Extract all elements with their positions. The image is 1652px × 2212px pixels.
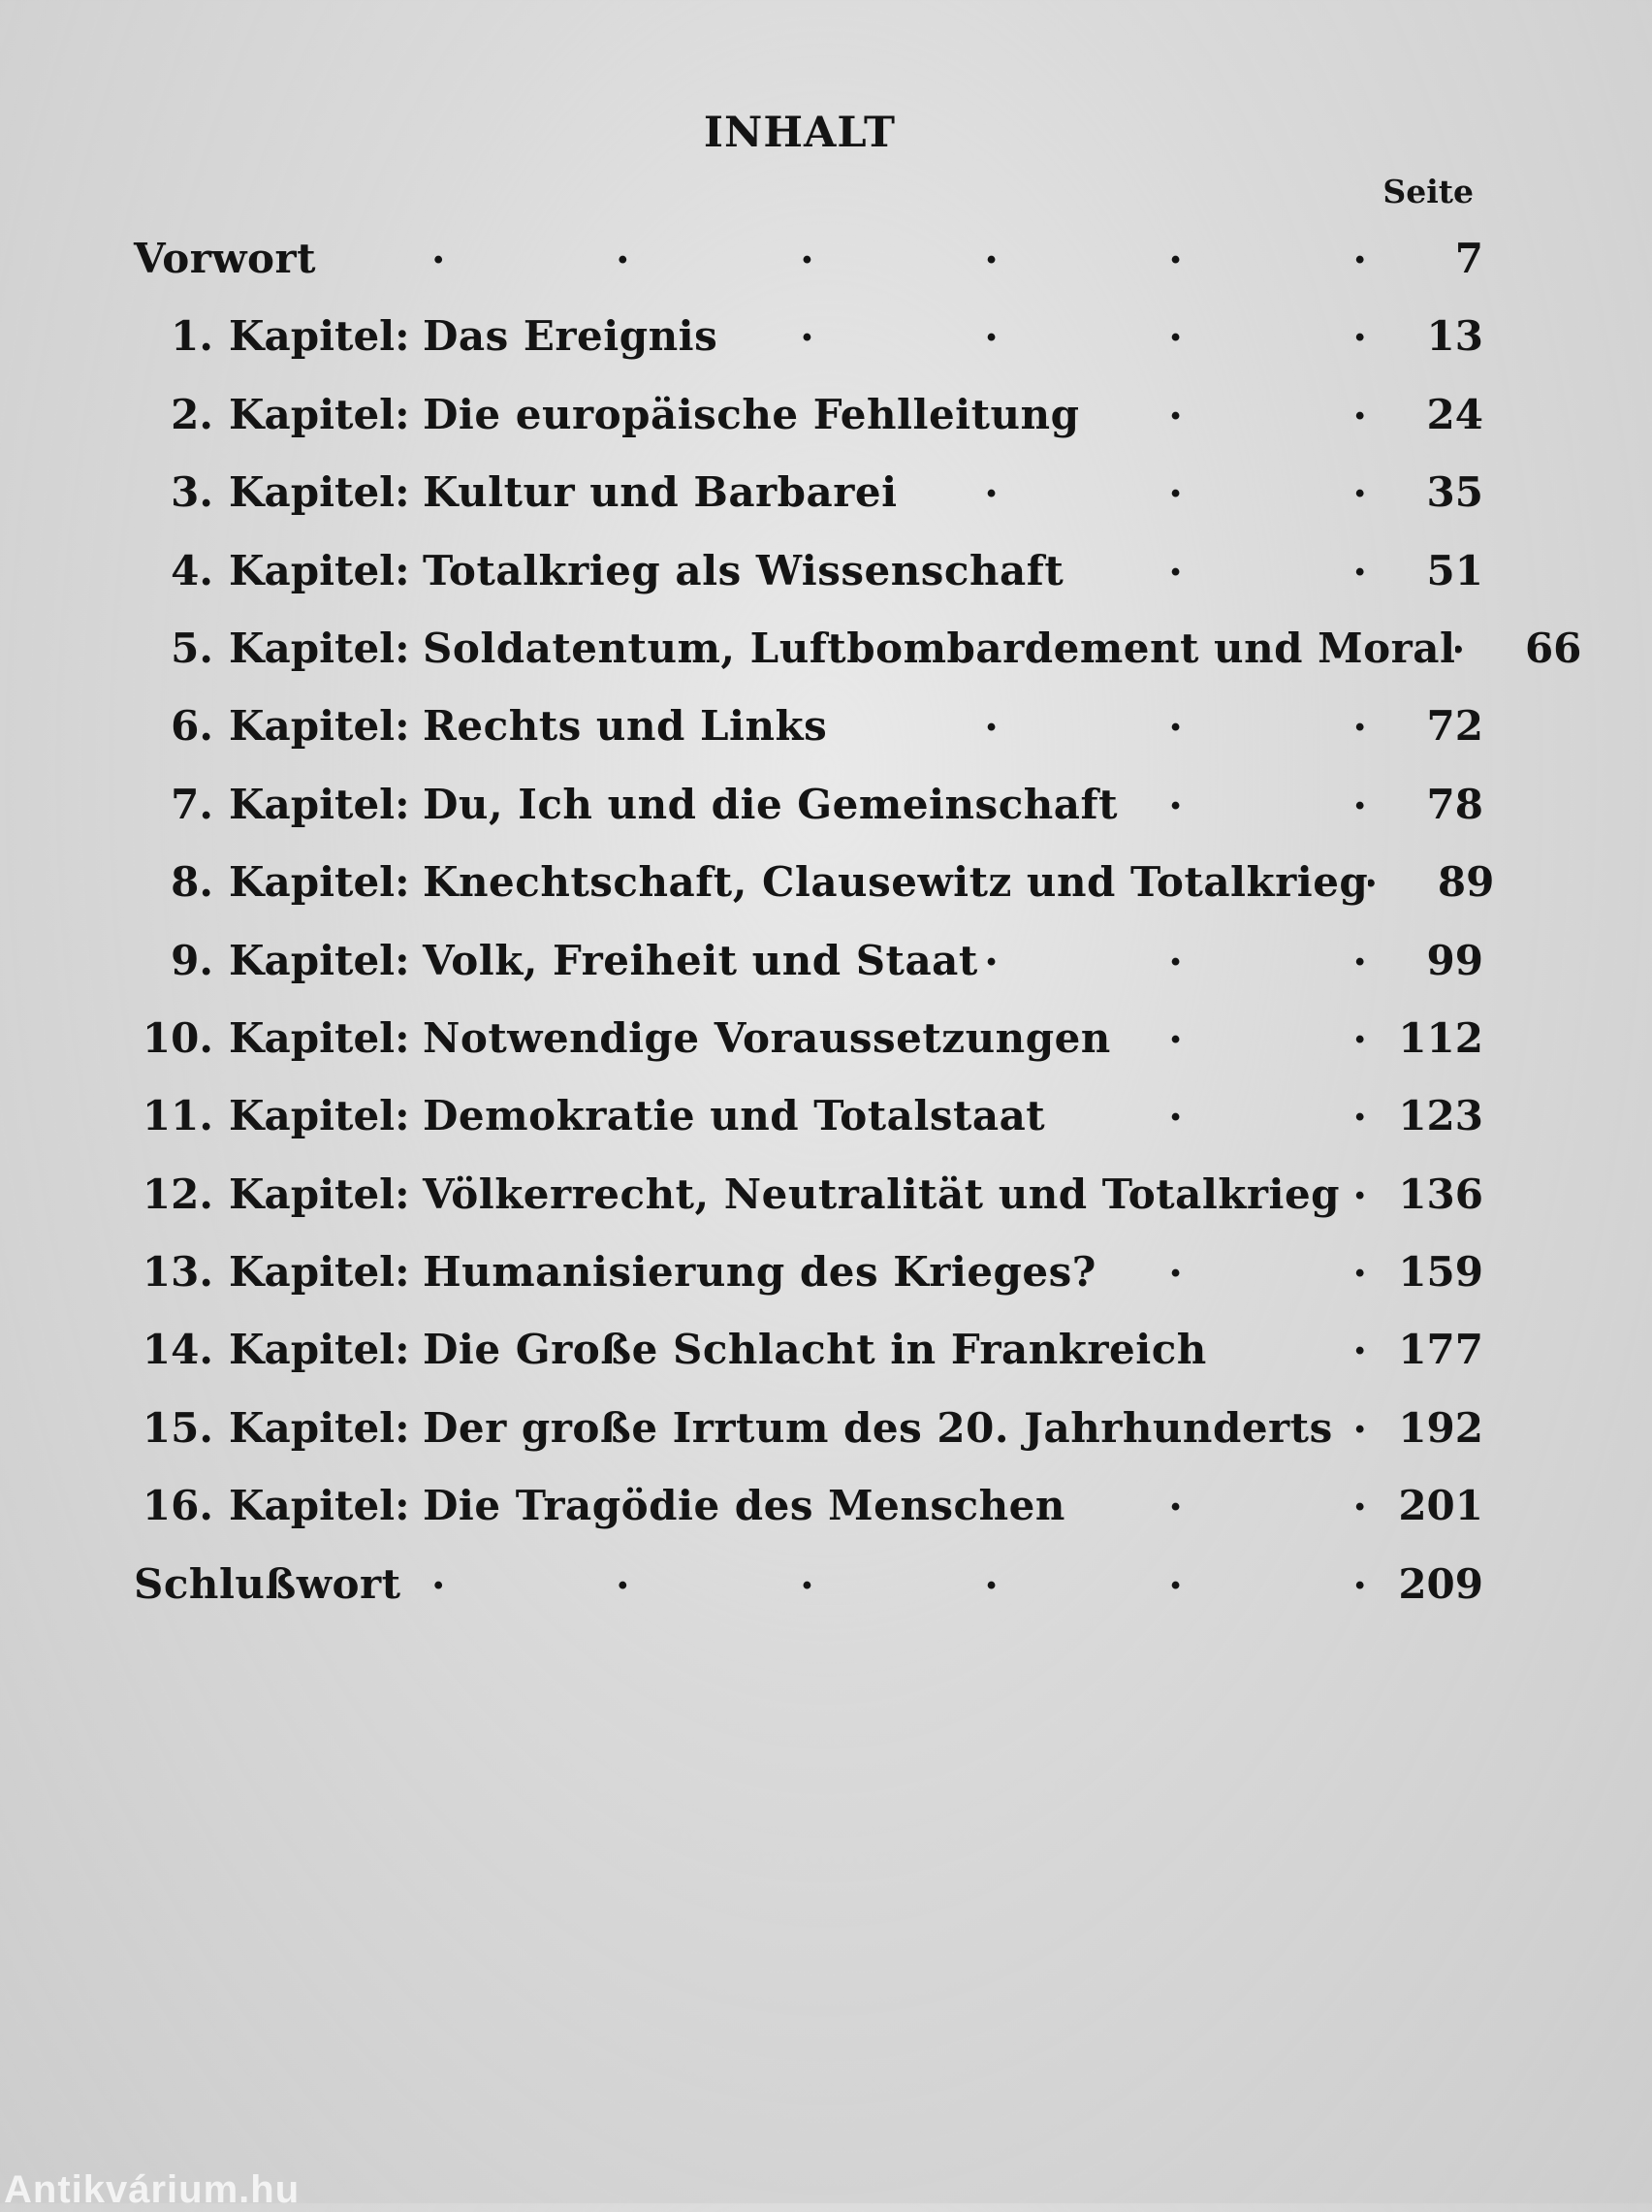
toc-entry-page: 51	[1426, 546, 1483, 594]
chapter-number: 8.	[171, 858, 213, 907]
chapter-label: Kapitel:	[229, 1482, 410, 1530]
toc-entry	[134, 1316, 1483, 1394]
toc-entry-page: 177	[1398, 1326, 1483, 1374]
chapter-label: Kapitel:	[229, 546, 410, 594]
toc-entry-title: Völkerrecht, Neutralität und Totalkrieg	[423, 1170, 1341, 1218]
chapter-number: 11.	[142, 1092, 213, 1140]
leader-dots	[1118, 771, 1375, 818]
leader-dots	[1333, 1395, 1375, 1442]
chapter-number: 9.	[171, 936, 213, 984]
toc-entry-title: Soldatentum, Luftbombardement und Moral	[423, 624, 1456, 672]
chapter-number: 6.	[171, 702, 213, 751]
leader-dots	[1368, 849, 1385, 896]
toc-entry-title: Das Ereignis	[423, 312, 718, 361]
chapter-number: 15.	[142, 1403, 213, 1452]
toc-entry	[134, 692, 1483, 770]
chapter-number: 10.	[142, 1013, 213, 1062]
toc-entry-page: 112	[1398, 1013, 1483, 1062]
toc-entry-page: 66	[1524, 624, 1582, 672]
toc-entry-vorwort	[134, 225, 1483, 303]
leader-dots	[898, 459, 1375, 506]
chapter-label: Kapitel:	[229, 858, 410, 907]
chapter-label: Kapitel:	[229, 1248, 410, 1297]
toc-entry	[134, 303, 1483, 380]
toc-entry-title: Demokratie und Totalstaat	[423, 1092, 1046, 1140]
toc-entry	[134, 1005, 1483, 1082]
chapter-label: Kapitel:	[229, 390, 410, 438]
toc-entry	[134, 1161, 1483, 1238]
toc-entry	[134, 459, 1483, 536]
leader-dots	[1079, 381, 1375, 429]
toc-entry-title: Notwendige Voraussetzungen	[423, 1013, 1111, 1062]
table-of-contents	[134, 225, 1582, 1628]
page-title: INHALT	[703, 109, 897, 157]
toc-entry	[134, 1082, 1483, 1160]
chapter-label: Kapitel:	[229, 1170, 410, 1218]
toc-entry	[134, 927, 1483, 1005]
toc-entry	[134, 1395, 1483, 1472]
leader-dots	[978, 927, 1375, 975]
chapter-label: Kapitel:	[229, 1092, 410, 1140]
chapter-number: 14.	[142, 1326, 213, 1374]
toc-entry	[134, 615, 1582, 692]
toc-entry-title: Schlußwort	[134, 1559, 401, 1608]
toc-entry-page: 99	[1426, 936, 1483, 984]
toc-entry-title: Totalkrieg als Wissenschaft	[423, 546, 1064, 594]
chapter-number: 16.	[142, 1482, 213, 1530]
chapter-label: Kapitel:	[229, 468, 410, 517]
toc-entry	[134, 849, 1495, 926]
chapter-number: 13.	[142, 1248, 213, 1297]
toc-entry-page: 136	[1398, 1170, 1483, 1218]
toc-entry-title: Knechtschaft, Clausewitz und Totalkrieg	[423, 858, 1369, 907]
toc-entry-title: Rechts und Links	[423, 702, 828, 751]
toc-entry-title: Du, Ich und die Gemeinschaft	[423, 780, 1118, 828]
toc-entry-page: 89	[1437, 858, 1495, 907]
toc-entry-page: 201	[1398, 1482, 1483, 1530]
chapter-label: Kapitel:	[229, 312, 410, 361]
toc-entry	[134, 771, 1483, 849]
toc-entry-title: Die Große Schlacht in Frankreich	[423, 1326, 1207, 1374]
leader-dots	[1111, 1005, 1375, 1052]
toc-entry-page: 13	[1426, 312, 1483, 361]
toc-entry-title: Humanisierung des Krieges?	[423, 1248, 1096, 1297]
chapter-number: 7.	[171, 780, 213, 828]
toc-entry-page: 72	[1426, 702, 1483, 751]
leader-dots	[827, 692, 1375, 740]
page-column-label: Seite	[1382, 173, 1474, 210]
leader-dots	[401, 1551, 1375, 1598]
leader-dots	[1045, 1082, 1375, 1130]
chapter-number: 5.	[171, 624, 213, 672]
chapter-label: Kapitel:	[229, 1013, 410, 1062]
toc-entry-title: Die Tragödie des Menschen	[423, 1482, 1065, 1530]
leader-dots	[1207, 1316, 1375, 1363]
toc-entry-page: 209	[1398, 1559, 1483, 1608]
toc-entry-page: 7	[1454, 235, 1483, 282]
leader-dots	[1065, 1472, 1375, 1520]
leader-dots	[1064, 537, 1375, 585]
leader-dots	[1096, 1238, 1375, 1286]
toc-entry-title: Der große Irrtum des 20. Jahrhunderts	[423, 1403, 1333, 1452]
toc-entry-page: 78	[1426, 780, 1483, 828]
toc-entry	[134, 381, 1483, 459]
chapter-number: 2.	[171, 390, 213, 438]
chapter-number: 1.	[171, 312, 213, 361]
chapter-number: 3.	[171, 468, 213, 517]
leader-dots	[717, 303, 1375, 350]
chapter-label: Kapitel:	[229, 936, 410, 984]
toc-entry-page: 24	[1426, 390, 1483, 438]
toc-entry-title: Die europäische Fehlleitung	[423, 390, 1080, 438]
toc-entry-page: 123	[1398, 1092, 1483, 1140]
toc-entry	[134, 1238, 1483, 1316]
toc-entry-title: Kultur und Barbarei	[423, 468, 898, 517]
toc-entry-title: Vorwort	[134, 235, 317, 282]
toc-entry	[134, 1472, 1483, 1550]
chapter-number: 4.	[171, 546, 213, 594]
chapter-number: 12.	[142, 1170, 213, 1218]
toc-entry-schlusswort	[134, 1551, 1483, 1628]
toc-entry-page: 192	[1398, 1403, 1483, 1452]
leader-dots	[1340, 1161, 1375, 1208]
leader-dots	[316, 225, 1375, 272]
chapter-label: Kapitel:	[229, 1403, 410, 1452]
chapter-label: Kapitel:	[229, 780, 410, 828]
toc-entry-title: Volk, Freiheit und Staat	[423, 936, 978, 984]
chapter-label: Kapitel:	[229, 702, 410, 751]
chapter-label: Kapitel:	[229, 1326, 410, 1374]
toc-entry-page: 159	[1398, 1248, 1483, 1297]
toc-entry-page: 35	[1426, 468, 1483, 517]
watermark-text: Antikvárium.hu	[4, 2168, 301, 2211]
chapter-label: Kapitel:	[229, 624, 410, 672]
toc-entry	[134, 537, 1483, 615]
leader-dots	[1455, 615, 1473, 662]
